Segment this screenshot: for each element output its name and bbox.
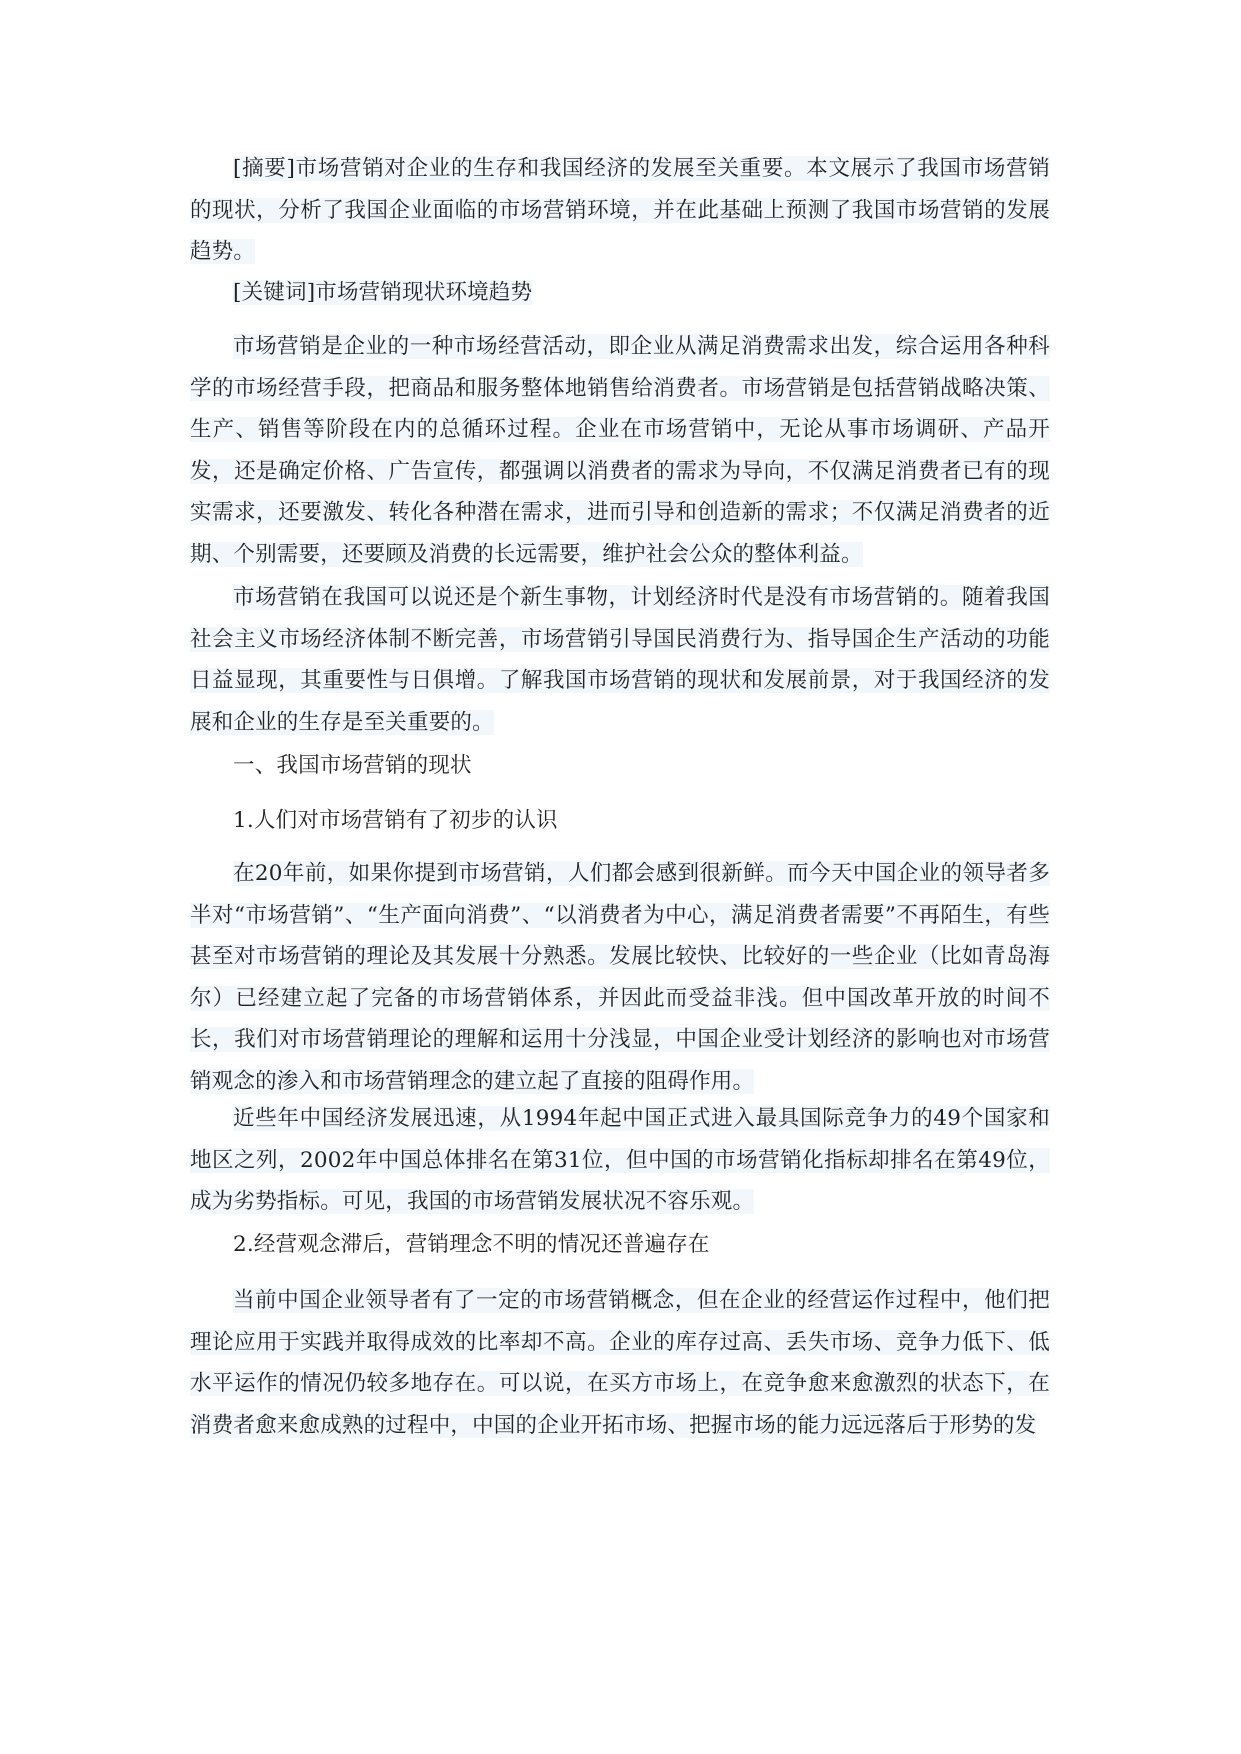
section-heading-1 bbox=[190, 745, 1050, 787]
abstract-text: [摘要]市场营销对企业的生存和我国经济的发展至关重要。本文展示了我国市场营销的现状，分析了我国企业面临的市场营销环境，并在此基础上预测了我国市场营销的发展趋势。 bbox=[190, 156, 1050, 264]
body-text-1: 在20年前，如果你提到市场营销，人们都会感到很新鲜。而今天中国企业的领导者多半对“市场营销”、“生产面向消费”、“以消费者为中心，满足消费者需要”不再陌生，有些甚至对市场营销的理论及其发展十分熟悉。发展比较快、比较好的一些企业（比如青岛海尔）已经建立起了完备的市场营销体系，并因此而受益非浅。但中国改革开放的时间不长，我们对市场营销理论的理解和运用十分浅显，中国企业受计划经济的影响也对市场营销观念的渗入和市场营销理念的建立起了直接的阻碍作用。 bbox=[190, 861, 1050, 1094]
body-text-2: 近些年中国经济发展迅速，从1994年起中国正式进入最具国际竞争力的49个国家和地区之列，2002年中国总体排名在第31位，但中国的市场营销化指标却排名在第49位，成为劣势指标。可见，我国的市场营销发展状况不容乐观。 bbox=[190, 1106, 1050, 1214]
body-text-3: 当前中国企业领导者有了一定的市场营销概念，但在企业的经营运作过程中，他们把理论应用于实践并取得成效的比率却不高。企业的库存过高、丢失市场、竞争力低下、低水平运作的情况仍较多地存在。可以说，在买方市场上，在竞争愈来愈激烈的状态下，在消费者愈来愈成熟的过程中，中国的企业开拓市场、把握市场的能力远远落后于形势的发 bbox=[190, 1288, 1050, 1438]
subheading-1 bbox=[190, 800, 1050, 842]
body-paragraph-2 bbox=[190, 1098, 1050, 1223]
intro-text-2: 市场营销在我国可以说还是个新生事物，计划经济时代是没有市场营销的。随着我国社会主义市场经济体制不断完善，市场营销引导国民消费行为、指导国企生产活动的功能日益显现，其重要性与日俱增。了解我国市场营销的现状和发展前景，对于我国经济的发展和企业的生存是至关重要的。 bbox=[190, 585, 1050, 735]
intro-paragraph-2 bbox=[190, 577, 1050, 743]
intro-text-1: 市场营销是企业的一种市场经营活动，即企业从满足消费需求出发，综合运用各种科学的市场经营手段，把商品和服务整体地销售给消费者。市场营销是包括营销战略决策、生产、销售等阶段在内的总循环过程。企业在市场营销中，无论从事市场调研、产品开发，还是确定价格、广告宣传，都强调以消费者的需求为导向，不仅满足消费者已有的现实需求，还要激发、转化各种潜在需求，进而引导和创造新的需求；不仅满足消费者的近期、个别需要，还要顾及消费的长远需要，维护社会公众的整体利益。 bbox=[190, 334, 1050, 567]
keywords-text: [关键词]市场营销现状环境趋势 bbox=[233, 280, 533, 305]
body-paragraph-1 bbox=[190, 853, 1050, 1102]
keywords-paragraph bbox=[190, 272, 1050, 314]
subheading-2 bbox=[190, 1224, 1050, 1266]
intro-paragraph-1 bbox=[190, 326, 1050, 575]
subheading-1-text: 1.人们对市场营销有了初步的认识 bbox=[233, 808, 558, 833]
subheading-2-text: 2.经营观念滞后，营销理念不明的情况还普遍存在 bbox=[233, 1232, 710, 1257]
abstract-paragraph bbox=[190, 148, 1050, 273]
body-paragraph-3 bbox=[190, 1280, 1050, 1446]
section-heading-1-text: 一、我国市场营销的现状 bbox=[233, 753, 472, 778]
